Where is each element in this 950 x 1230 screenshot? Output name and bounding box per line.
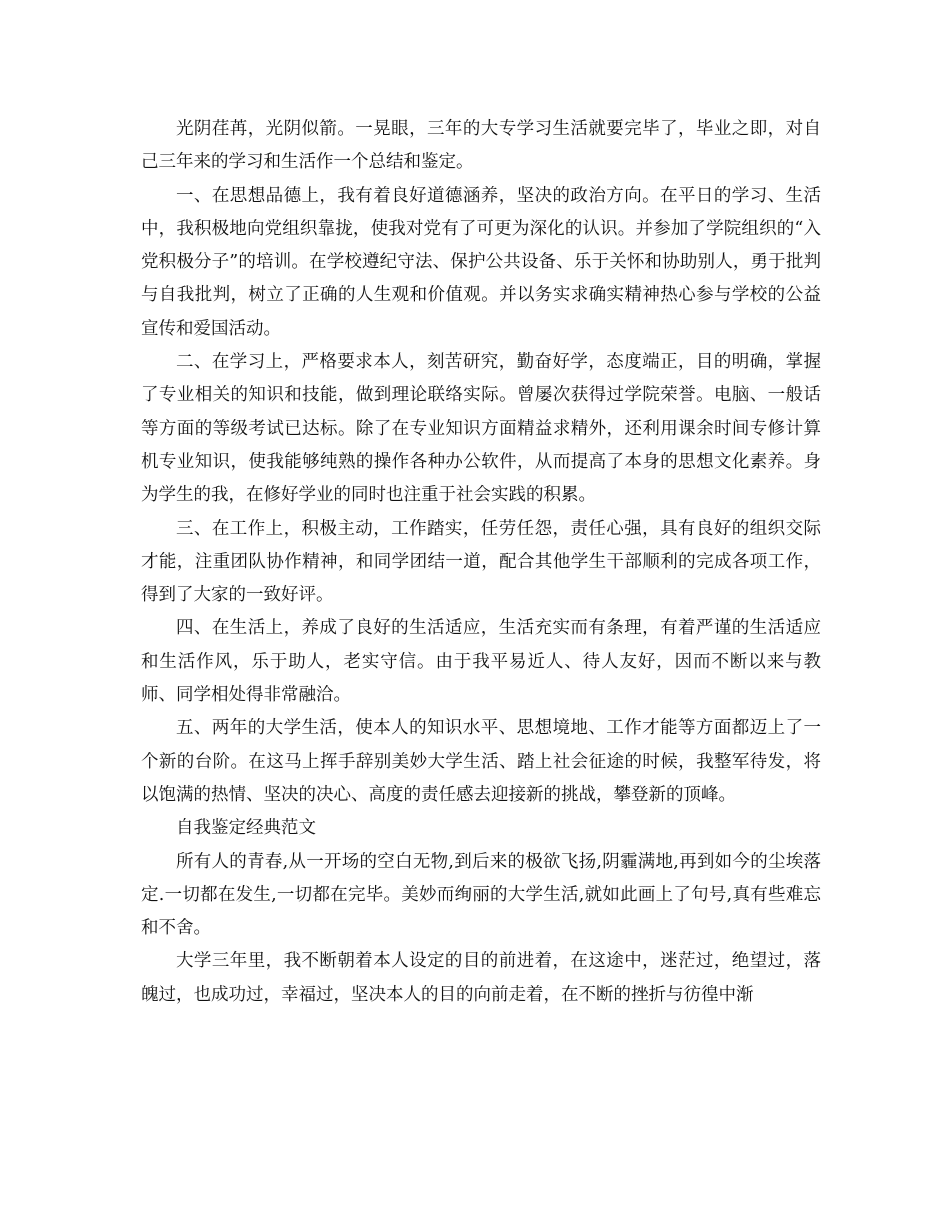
paragraph-life: 四、在生活上，养成了良好的生活适应，生活充实而有条理，有着严谨的生活适应和生活作风，乐于助人，老实守信。由于我平易近人、待人友好，因而不断以来与教师、同学相处得非常融洽。 bbox=[141, 618, 821, 706]
paragraph-conclusion: 五、两年的大学生活，使本人的知识水平、思想境地、工作才能等方面都迈上了一个新的台阶。在这马上挥手辞别美妙大学生活、踏上社会征途的时候，我整军待发，将以饱满的热情、坚决的决心、高度的责任感去迎接新的挑战，攀登新的顶峰。 bbox=[141, 718, 821, 805]
paragraph-three-years: 大学三年里，我不断朝着本人设定的目的前进着，在这途中，迷茫过，绝望过，落魄过，也成功过，幸福过，坚决本人的目的向前走着，在不断的挫折与彷徨中渐 bbox=[141, 951, 821, 1005]
paragraph-youth: 所有人的青春,从一开场的空白无物,到后来的极欲飞扬,阴霾满地,再到如今的尘埃落定.一切都在发生,一切都在完毕。美妙而绚丽的大学生活,就如此画上了句号,真有些难忘和不舍。 bbox=[141, 851, 821, 939]
paragraph-ideology: 一、在思想品德上，我有着良好道德涵养，坚决的政治方向。在平日的学习、生活中，我积极地向党组织靠拢，使我对党有了可更为深化的认识。并参加了学院组织的“入党积极分子”的培训。在学校遵纪守法、保护公共设备、乐于关怀和协助别人，勇于批判与自我批判，树立了正确的人生观和价值观。并以务实求确实精神热心参与学校的公益宣传和爱国活动。 bbox=[141, 185, 821, 339]
paragraph-study: 二、在学习上，严格要求本人，刻苦研究，勤奋好学，态度端正，目的明确，掌握了专业相关的知识和技能，做到理论联络实际。曾屡次获得过学院荣誉。电脑、一般话等方面的等级考试已达标。除了在专业知识方面精益求精外，还利用课余时间专修计算机专业知识，使我能够纯熟的操作各种办公软件，从而提高了本身的思想文化素养。身为学生的我，在修好学业的同时也注重于社会实践的积累。 bbox=[141, 352, 821, 506]
paragraph-work: 三、在工作上，积极主动，工作踏实，任劳任怨，责任心强，具有良好的组织交际才能，注重团队协作精神，和同学团结一道，配合其他学生干部顺利的完成各项工作，得到了大家的一致好评。 bbox=[141, 518, 821, 606]
paragraph-intro: 光阴荏苒，光阴似箭。一晃眼，三年的大专学习生活就要完毕了，毕业之即，对自己三年来的学习和生活作一个总结和鉴定。 bbox=[141, 119, 821, 173]
section-heading: 自我鉴定经典范文 bbox=[176, 818, 316, 839]
document-body bbox=[141, 113, 821, 1012]
